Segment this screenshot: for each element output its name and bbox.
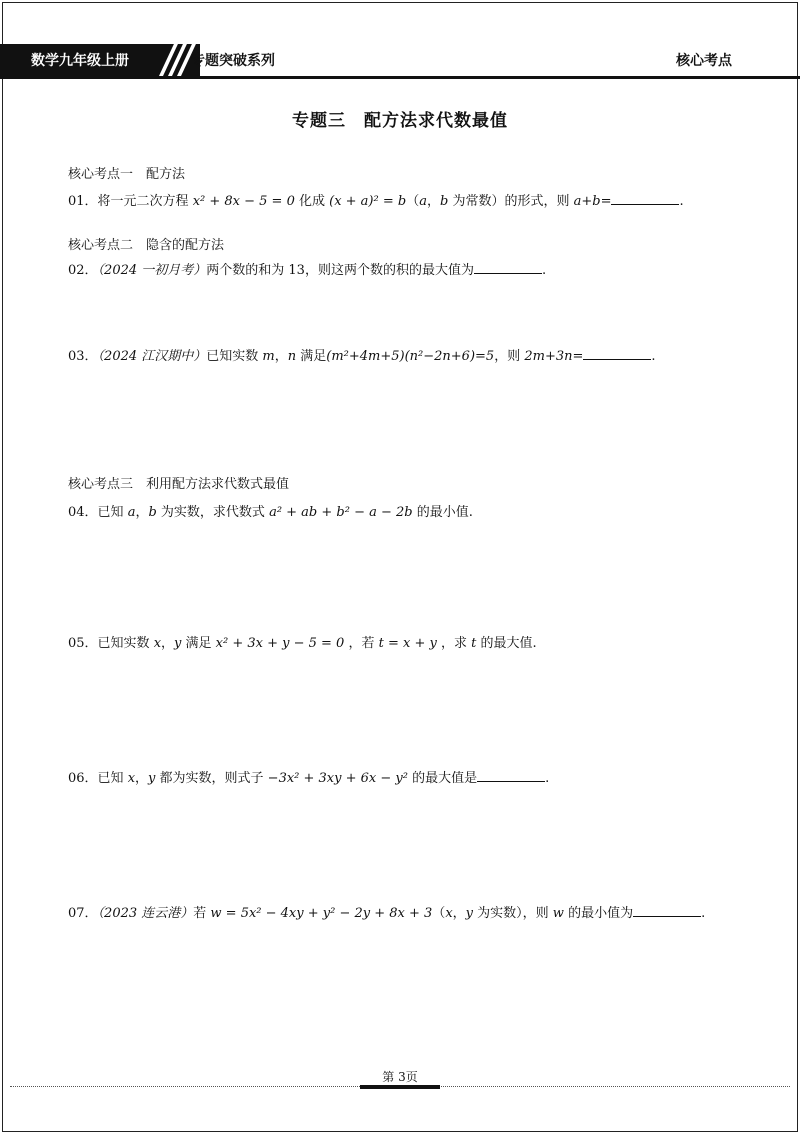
q01-end: .: [679, 194, 684, 209]
q03-end: .: [651, 349, 656, 364]
q01-answer-blank[interactable]: [611, 192, 679, 205]
q05-var-x: x: [153, 636, 162, 651]
q05-equation-1: x² + 3x + y − 5 = 0: [215, 636, 345, 651]
q04-text-4: 的最小值.: [412, 505, 473, 520]
q07-number: 07．: [68, 906, 98, 921]
q04-text-3: 为实数，求代数式: [156, 505, 270, 520]
question-03: [68, 345, 656, 364]
q05-text-5: ，求: [436, 636, 472, 651]
q07-source: （2023 连云港）: [97, 906, 194, 921]
q07-equation: w = 5x² − 4xy + y² − 2y + 8x + 3: [210, 906, 433, 921]
q07-answer-blank[interactable]: [633, 904, 701, 917]
q05-text-3: 满足: [181, 636, 216, 651]
question-04: [68, 501, 473, 520]
q05-equation-2: t = x + y: [378, 636, 437, 651]
q04-number: 04．: [68, 505, 98, 520]
q07-text-3: ，: [452, 906, 466, 921]
section-heading-1: 核心考点一 配方法: [68, 167, 186, 182]
question-06: [68, 767, 549, 786]
q04-text-1: 已知: [97, 505, 128, 520]
question-07: [68, 902, 705, 921]
question-02: [68, 259, 546, 278]
q04-text-2: ，: [135, 505, 149, 520]
header-rule: [0, 76, 800, 79]
page-title: 专题三 配方法求代数最值: [292, 111, 508, 131]
question-05: [68, 632, 537, 651]
q07-text-5: 的最小值为: [563, 906, 634, 921]
q01-var-a: a: [419, 194, 427, 209]
q01-var-b: b: [440, 194, 449, 209]
header-subject: 数学九年级上册: [31, 53, 129, 69]
q04-var-a: a: [127, 505, 136, 520]
q03-var-m: m: [262, 349, 275, 364]
q06-var-y: y: [148, 771, 156, 786]
q03-text-2: ，: [274, 349, 288, 364]
q07-end: .: [701, 906, 706, 921]
header-series: 专题突破系列: [191, 53, 275, 69]
q01-text-4: ，: [426, 194, 440, 209]
page-number: 第 3页: [382, 1070, 418, 1084]
q06-expression: −3x² + 3xy + 6x − y²: [267, 771, 408, 786]
q05-text-4: ，若: [344, 636, 379, 651]
q04-var-b: b: [148, 505, 157, 520]
q03-text-3: 满足: [296, 349, 327, 364]
q05-text-2: ，: [161, 636, 175, 651]
section-heading-2: 核心考点二 隐含的配方法: [68, 238, 225, 253]
q01-text-2: 化成: [294, 194, 330, 209]
page-header: [0, 44, 800, 78]
q03-equation: (m²+4m+5)(n²−2n+6)=5: [326, 349, 495, 364]
q06-text-3: 都为实数，则式子: [155, 771, 268, 786]
q04-expression: a² + ab + b² − a − 2b: [269, 505, 413, 520]
q01-expression: a+b: [573, 194, 601, 209]
q03-text-5: =: [572, 349, 584, 364]
q03-var-n: n: [287, 349, 297, 364]
q03-answer-blank[interactable]: [583, 347, 651, 360]
q05-var-t: t: [471, 636, 477, 651]
q07-var-y: y: [465, 906, 474, 921]
q07-text-2: （: [432, 906, 446, 921]
q06-text-2: ，: [135, 771, 149, 786]
q05-text-1: 已知实数: [97, 636, 154, 651]
footer-bar: [360, 1085, 440, 1089]
q02-end: .: [541, 263, 547, 278]
q06-var-x: x: [127, 771, 136, 786]
q02-source: （2024 一初月考）: [97, 263, 207, 278]
q07-text-1: 若: [193, 906, 211, 921]
q03-text-4: ，则: [494, 349, 525, 364]
q03-number: 03．: [68, 349, 98, 364]
q01-equation-2: (x + a)² = b: [329, 194, 407, 209]
q02-answer-blank[interactable]: [474, 261, 542, 274]
q03-expression: 2m+3n: [524, 349, 573, 364]
q01-equation-1: x² + 8x − 5 = 0: [192, 194, 295, 209]
q07-var-w: w: [552, 906, 564, 921]
q01-number: 01．: [68, 194, 98, 209]
q02-text: 两个数的和为 13，则这两个数的积的最大值为: [206, 263, 474, 278]
q03-source: （2024 江汉期中）: [97, 349, 207, 364]
q07-text-4: 为实数），则: [473, 906, 553, 921]
q02-number: 02．: [68, 263, 98, 278]
q07-var-x: x: [445, 906, 453, 921]
q06-text-1: 已知: [97, 771, 128, 786]
header-right-label: 核心考点: [676, 53, 732, 69]
q05-var-y: y: [174, 636, 182, 651]
question-01: [68, 190, 684, 209]
q06-answer-blank[interactable]: [477, 769, 545, 782]
section-heading-3: 核心考点三 利用配方法求代数式最值: [68, 477, 290, 492]
q01-text-3: （: [406, 194, 420, 209]
q03-text-1: 已知实数: [206, 349, 263, 364]
q01-text-6: =: [600, 194, 612, 209]
q06-number: 06．: [68, 771, 98, 786]
q01-text-5: 为常数）的形式，则: [448, 194, 574, 209]
q05-text-6: 的最大值.: [476, 636, 537, 651]
q05-number: 05．: [68, 636, 98, 651]
q01-text-1: 将一元二次方程: [97, 194, 193, 209]
q06-text-4: 的最大值是: [407, 771, 478, 786]
q06-end: .: [545, 771, 550, 786]
